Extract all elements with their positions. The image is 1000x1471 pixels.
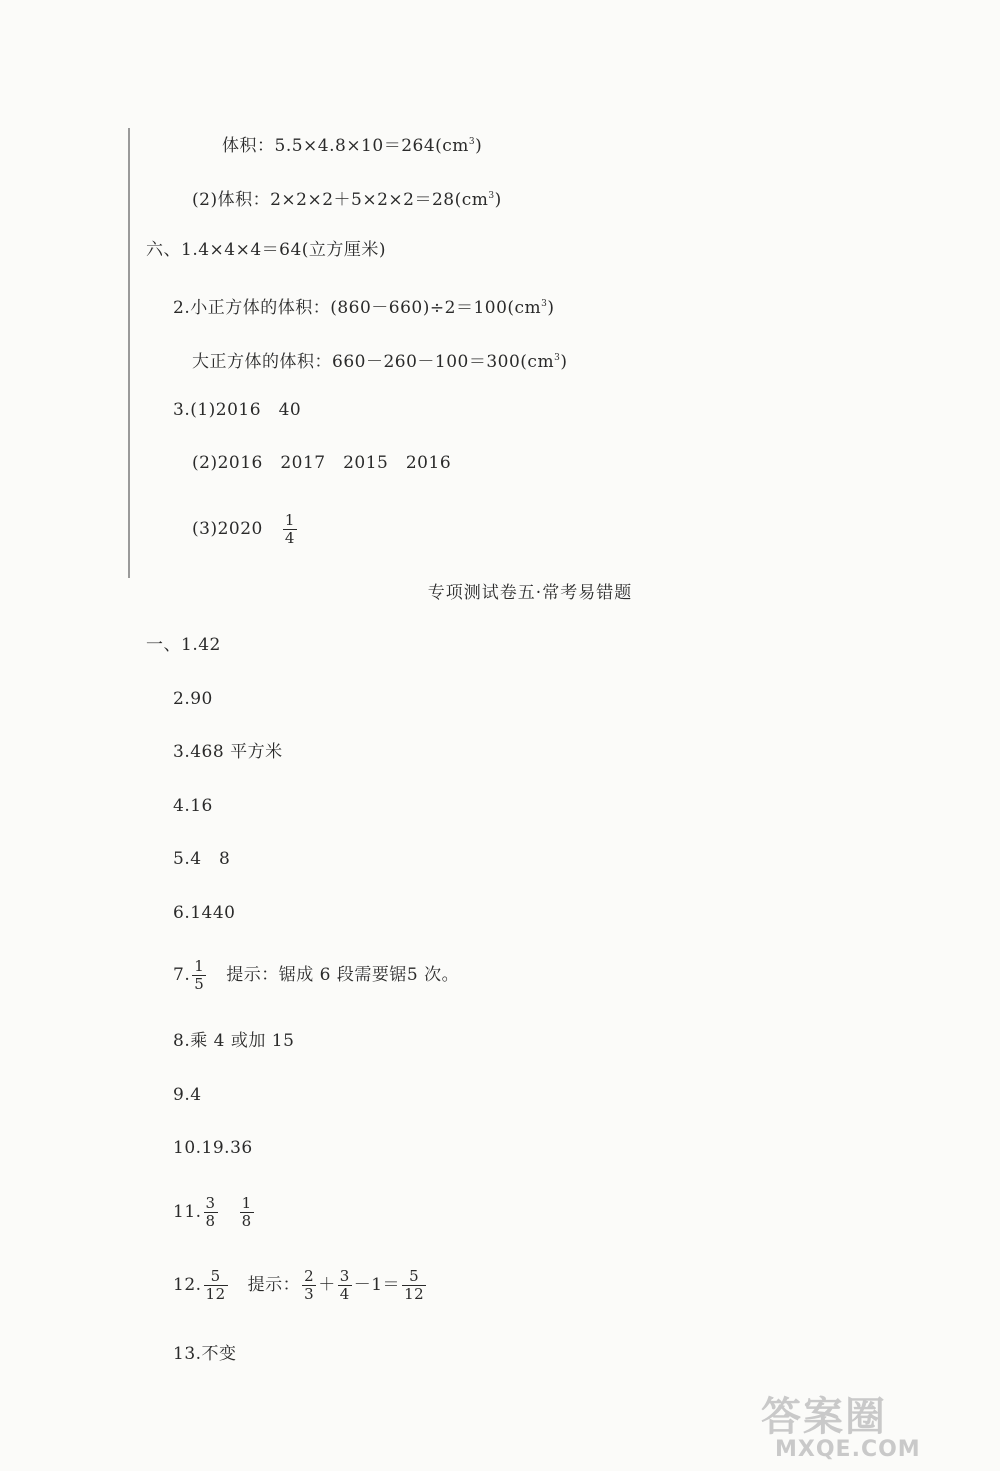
answer-12-hint-label: 提示：	[247, 1275, 301, 1295]
numerator: 5	[402, 1268, 426, 1286]
item-3-part-1-text: 3.(1)2016 40	[173, 400, 302, 420]
denominator: 8	[205, 1212, 216, 1230]
denominator: 4	[339, 1285, 350, 1303]
answer-5-text: 5.4 8	[173, 849, 231, 869]
section-six-item-1	[146, 239, 386, 261]
watermark	[755, 1385, 995, 1465]
fraction	[204, 1195, 218, 1230]
item-3-part-3	[192, 512, 299, 547]
denominator: 12	[404, 1285, 425, 1303]
fraction	[192, 958, 206, 993]
volume-line-2	[192, 185, 502, 211]
superscript: 3	[468, 137, 476, 147]
answer-11	[173, 1195, 256, 1230]
section-title: 专项测试卷五·常考易错题	[427, 583, 633, 603]
watermark-logo: 答案圈	[761, 1394, 887, 1440]
answer-12	[173, 1268, 428, 1303]
item-3-part-2	[192, 452, 451, 474]
numerator: 1	[194, 957, 205, 975]
watermark-url: MXQE.COM	[775, 1437, 921, 1462]
volume-line-1	[222, 131, 482, 157]
big-cube-volume-text: 大正方体的体积：660－260－100＝300(cm	[192, 352, 555, 372]
numerator: 5	[204, 1268, 228, 1286]
volume-line-1-text: 体积：5.5×4.8×10＝264(cm	[222, 136, 469, 156]
fraction	[283, 512, 297, 547]
denominator: 4	[284, 529, 295, 547]
answer-9	[173, 1084, 202, 1106]
numerator: 3	[205, 1194, 216, 1212]
small-cube-volume-text: 2.小正方体的体积：(860－660)÷2＝100(cm	[173, 298, 542, 318]
section-six-item-3	[173, 399, 301, 421]
superscript: 3	[488, 191, 495, 201]
answer-7-hint: 提示：锯成 6 段需要锯5 次。	[226, 965, 460, 985]
closing-paren: )	[547, 298, 555, 318]
numerator: 2	[304, 1267, 315, 1285]
answer-13	[173, 1343, 237, 1365]
fraction	[204, 1268, 228, 1303]
answer-8-text: 8.乘 4 或加 15	[173, 1031, 295, 1051]
answer-2-text: 2.90	[173, 689, 213, 709]
section-six-item-2	[173, 293, 555, 319]
answer-9-text: 9.4	[173, 1085, 202, 1105]
numerator: 1	[284, 511, 295, 529]
answer-6	[173, 902, 235, 924]
answer-7	[173, 958, 459, 993]
answer-6-text: 6.1440	[173, 903, 236, 923]
minus-equals: －1＝	[353, 1275, 401, 1295]
closing-paren: )	[494, 190, 502, 210]
answer-5	[173, 848, 230, 870]
fraction	[302, 1268, 316, 1303]
item-3-part-3-text: (3)2020	[192, 519, 263, 539]
answer-4-text: 4.16	[173, 796, 213, 816]
volume-line-2-text: (2)体积：2×2×2＋5×2×2＝28(cm	[192, 190, 489, 210]
superscript: 3	[554, 353, 561, 363]
answer-3	[173, 741, 283, 763]
answer-3-text: 3.468 平方米	[173, 742, 283, 762]
answer-10	[173, 1137, 253, 1159]
answer-12-number: 12.	[173, 1275, 202, 1295]
margin-rule	[128, 128, 130, 578]
answer-11-number: 11.	[173, 1202, 202, 1222]
denominator: 12	[205, 1285, 226, 1303]
answer-7-number: 7.	[173, 965, 191, 985]
answer-13-text: 13.不变	[173, 1344, 237, 1364]
denominator: 8	[241, 1212, 252, 1230]
fraction	[402, 1268, 426, 1303]
answer-8	[173, 1030, 294, 1052]
big-cube-volume	[192, 347, 567, 373]
denominator: 5	[194, 975, 205, 993]
plus-sign: ＋	[318, 1275, 336, 1295]
numerator: 3	[339, 1267, 350, 1285]
answer-1-text: 一、1.42	[146, 635, 221, 655]
answer-1	[146, 634, 221, 656]
item-3-part-2-text: (2)2016 2017 2015 2016	[192, 453, 452, 473]
denominator: 3	[304, 1285, 315, 1303]
answer-10-text: 10.19.36	[173, 1138, 253, 1158]
superscript: 3	[541, 299, 548, 309]
closing-paren: )	[475, 136, 483, 156]
numerator: 1	[241, 1194, 252, 1212]
fraction	[338, 1268, 352, 1303]
answer-2	[173, 688, 213, 710]
section-six-item-1-text: 六、1.4×4×4＝64(立方厘米)	[146, 240, 387, 260]
fraction	[240, 1195, 254, 1230]
answer-4	[173, 795, 213, 817]
closing-paren: )	[560, 352, 568, 372]
